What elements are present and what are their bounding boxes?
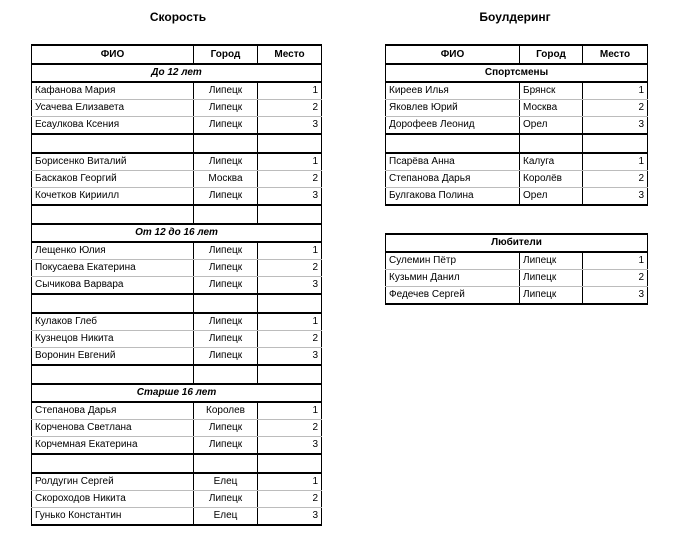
athlete-place: 3 (583, 188, 648, 206)
athlete-city: Елец (194, 508, 258, 526)
athlete-place: 3 (258, 437, 322, 455)
athlete-city: Липецк (520, 287, 583, 305)
header-place: Место (258, 45, 322, 64)
athlete-name: Киреев Илья (386, 82, 520, 100)
table-row (386, 153, 648, 171)
athlete-place: 3 (583, 287, 648, 305)
table-row (32, 277, 322, 295)
table-row (32, 437, 322, 455)
athlete-name: Федечев Сергей (386, 287, 520, 305)
table-row (386, 188, 648, 206)
header-place: Место (583, 45, 648, 64)
spacer-cell (32, 205, 194, 224)
group-label: До 12 лет (32, 64, 322, 82)
athlete-place: 2 (583, 100, 648, 117)
bouldering-title: Боулдеринг (479, 10, 551, 24)
athlete-city: Липецк (194, 82, 258, 100)
athlete-name: Лещенко Юлия (32, 242, 194, 260)
table-row (32, 508, 322, 526)
athlete-city: Липецк (194, 117, 258, 135)
header-name: ФИО (386, 45, 520, 64)
spacer-row (32, 294, 322, 313)
athlete-city: Липецк (520, 270, 583, 287)
athlete-city: Орел (520, 117, 583, 135)
athlete-city: Королев (194, 402, 258, 420)
group-label-row (386, 234, 648, 252)
athlete-place: 2 (258, 331, 322, 348)
athlete-city: Липецк (194, 242, 258, 260)
athlete-city: Липецк (194, 437, 258, 455)
table-row (386, 252, 648, 270)
spacer-row (32, 454, 322, 473)
table-row (32, 313, 322, 331)
athlete-place: 1 (258, 153, 322, 171)
athlete-name: Есаулкова Ксения (32, 117, 194, 135)
athlete-city: Липецк (194, 260, 258, 277)
table-row (32, 348, 322, 366)
athlete-place: 1 (258, 402, 322, 420)
athlete-city: Калуга (520, 153, 583, 171)
athlete-name: Дорофеев Леонид (386, 117, 520, 135)
table-row (386, 117, 648, 135)
athlete-city: Липецк (194, 153, 258, 171)
athlete-city: Елец (194, 473, 258, 491)
spacer-cell (520, 134, 583, 153)
athlete-place: 3 (258, 188, 322, 206)
spacer-cell (32, 134, 194, 153)
spacer-row (32, 205, 322, 224)
athlete-city: Москва (520, 100, 583, 117)
athlete-name: Степанова Дарья (32, 402, 194, 420)
athlete-name: Кулаков Глеб (32, 313, 194, 331)
athlete-name: Скороходов Никита (32, 491, 194, 508)
athlete-place: 2 (258, 260, 322, 277)
bouldering-athletes-table (385, 44, 648, 206)
spacer-cell (194, 454, 258, 473)
athlete-name: Гунько Константин (32, 508, 194, 526)
spacer-cell (194, 365, 258, 384)
athlete-name: Степанова Дарья (386, 171, 520, 188)
athlete-place: 1 (583, 153, 648, 171)
spacer-row (32, 365, 322, 384)
athlete-place: 2 (258, 491, 322, 508)
group-label-row (32, 384, 322, 402)
table-row (32, 153, 322, 171)
spacer-cell (583, 134, 648, 153)
group-label-row (32, 224, 322, 242)
spacer-row (386, 134, 648, 153)
athlete-city: Липецк (194, 348, 258, 366)
athlete-place: 1 (258, 473, 322, 491)
athlete-name: Воронин Евгений (32, 348, 194, 366)
athlete-name: Корчемная Екатерина (32, 437, 194, 455)
header-row (386, 45, 648, 64)
athlete-name: Псарёва Анна (386, 153, 520, 171)
athlete-place: 2 (258, 171, 322, 188)
header-city: Город (194, 45, 258, 64)
athlete-name: Булгакова Полина (386, 188, 520, 206)
athlete-place: 3 (258, 348, 322, 366)
table-row (32, 420, 322, 437)
athlete-place: 1 (258, 242, 322, 260)
spacer-cell (194, 134, 258, 153)
table-row (32, 491, 322, 508)
athlete-city: Орел (520, 188, 583, 206)
spacer-cell (386, 134, 520, 153)
group-label: Спортсмены (386, 64, 648, 82)
athlete-city: Липецк (520, 252, 583, 270)
group-label: От 12 до 16 лет (32, 224, 322, 242)
table-row (32, 82, 322, 100)
table-row (386, 82, 648, 100)
athlete-place: 3 (258, 508, 322, 526)
athlete-name: Борисенко Виталий (32, 153, 194, 171)
table-row (32, 100, 322, 117)
header-row (32, 45, 322, 64)
athlete-city: Липецк (194, 277, 258, 295)
athlete-city: Липецк (194, 331, 258, 348)
athlete-city: Липецк (194, 420, 258, 437)
athlete-city: Брянск (520, 82, 583, 100)
athlete-city: Москва (194, 171, 258, 188)
table-row (32, 171, 322, 188)
athlete-name: Яковлев Юрий (386, 100, 520, 117)
athlete-name: Сычикова Варвара (32, 277, 194, 295)
spacer-cell (194, 294, 258, 313)
athlete-name: Кузнецов Никита (32, 331, 194, 348)
bouldering-amateurs-table (385, 233, 648, 305)
athlete-place: 2 (258, 100, 322, 117)
group-label-row (386, 64, 648, 82)
athlete-name: Баскаков Георгий (32, 171, 194, 188)
athlete-place: 1 (583, 82, 648, 100)
athlete-name: Кузьмин Данил (386, 270, 520, 287)
athlete-city: Липецк (194, 491, 258, 508)
table-row (386, 100, 648, 117)
table-row (32, 331, 322, 348)
spacer-cell (32, 365, 194, 384)
spacer-cell (194, 205, 258, 224)
group-label: Старше 16 лет (32, 384, 322, 402)
spacer-row (32, 134, 322, 153)
athlete-place: 2 (258, 420, 322, 437)
athlete-place: 2 (583, 171, 648, 188)
spacer-cell (258, 205, 322, 224)
athlete-place: 3 (583, 117, 648, 135)
athlete-city: Липецк (194, 188, 258, 206)
athlete-place: 1 (258, 313, 322, 331)
table-row (32, 260, 322, 277)
table-row (32, 117, 322, 135)
table-row (32, 188, 322, 206)
table-row (386, 171, 648, 188)
spacer-cell (258, 365, 322, 384)
athlete-place: 3 (258, 117, 322, 135)
table-row (32, 242, 322, 260)
speed-title: Скорость (149, 10, 207, 24)
group-label: Любители (386, 234, 648, 252)
speed-table (31, 44, 322, 526)
athlete-place: 1 (583, 252, 648, 270)
athlete-name: Кочетков Кириилл (32, 188, 194, 206)
athlete-city: Липецк (194, 100, 258, 117)
header-city: Город (520, 45, 583, 64)
athlete-place: 3 (258, 277, 322, 295)
athlete-name: Покусаева Екатерина (32, 260, 194, 277)
athlete-name: Усачева Елизавета (32, 100, 194, 117)
table-row (32, 402, 322, 420)
athlete-name: Кафанова Мария (32, 82, 194, 100)
athlete-place: 1 (258, 82, 322, 100)
spacer-cell (32, 454, 194, 473)
athlete-city: Королёв (520, 171, 583, 188)
spacer-cell (258, 454, 322, 473)
athlete-place: 2 (583, 270, 648, 287)
spacer-cell (258, 134, 322, 153)
table-row (386, 287, 648, 305)
header-name: ФИО (32, 45, 194, 64)
athlete-city: Липецк (194, 313, 258, 331)
spacer-cell (258, 294, 322, 313)
athlete-name: Ролдугин Сергей (32, 473, 194, 491)
table-row (32, 473, 322, 491)
athlete-name: Корченова Светлана (32, 420, 194, 437)
spacer-cell (32, 294, 194, 313)
group-label-row (32, 64, 322, 82)
athlete-name: Сулемин Пётр (386, 252, 520, 270)
table-row (386, 270, 648, 287)
